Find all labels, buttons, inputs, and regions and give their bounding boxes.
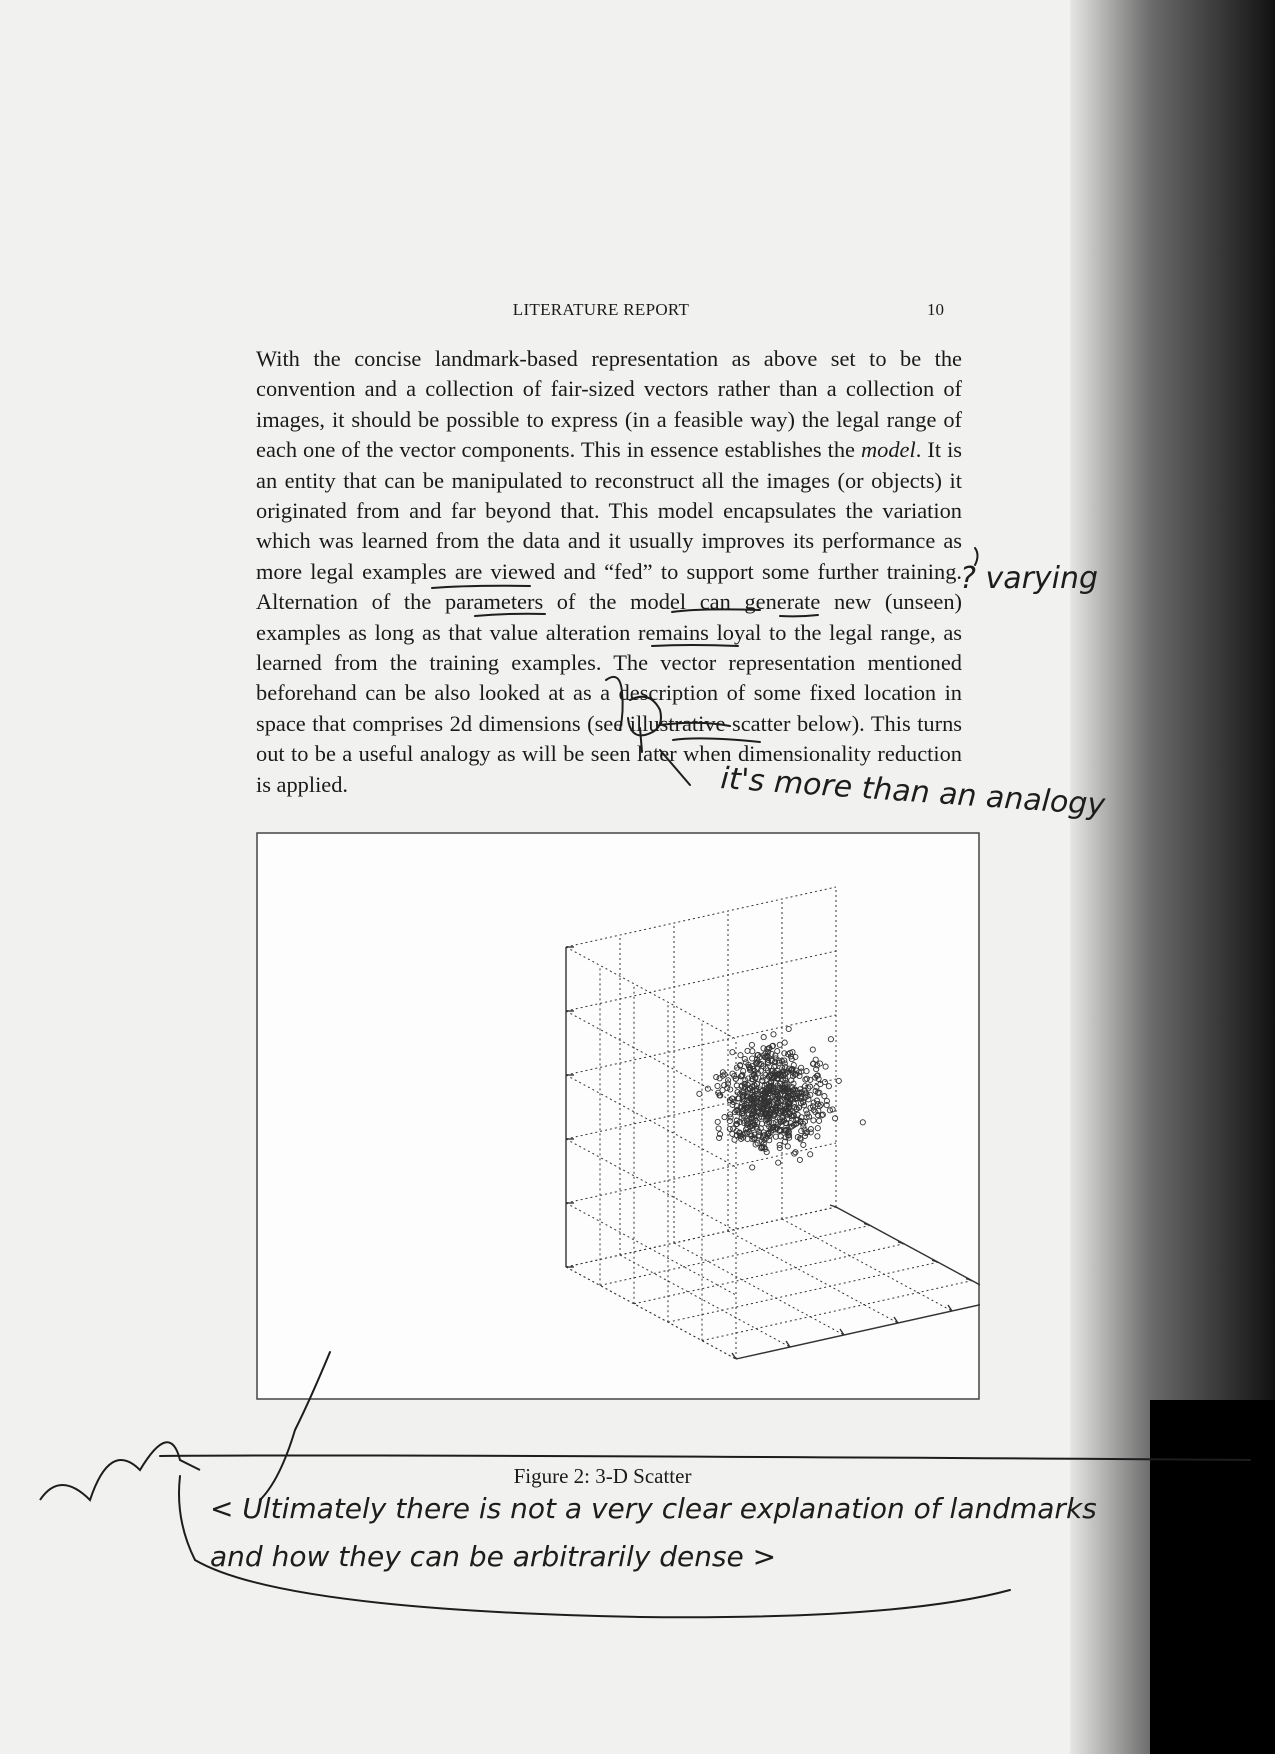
header-title: LITERATURE REPORT [512,300,690,319]
underline-alteration [672,609,760,612]
circle-also-looked [606,677,623,730]
paragraph-part-1: With the concise landmark-based representation as above set to be the convention and a collection of fair-sized vectors rather than a collection of images, it should be possible to express (in a feasible way) the legal range of each one of the vector components. This in essence establishes the [256,346,962,463]
underline-long-as [475,614,545,616]
bottom-pen-stroke-a [260,1352,330,1500]
pointer-down [660,750,690,785]
signature-scribble [40,1442,200,1500]
paragraph-part-2: . It is an entity that can be manipulated to reconstruct all the images (or objects) it originated from and far beyond that. This model encapsulates the variation which was learned from the data and it usually improves its performance as more legal examples are viewed and “fed” to support some further training. Alternation of the parameters of the model can generate new (unseen) examples as long as that value alteration remains loyal to the legal range, as learned from the training examples. The vector representation mentioned beforehand can be also looked at as a description of some fixed location in space that comprises 2d dimensions (see illustrative scatter below). This turns out to be a useful analogy as will be seen later when dimensionality reduction is applied. [256,437,963,797]
page-number: 10 [927,300,944,319]
bottom-pen-stroke-b [160,1456,1250,1461]
figure-caption: Figure 2: 3-D Scatter [513,1464,692,1488]
underline-useful-analogy [660,723,730,726]
paragraph-emphasis-model: model [861,437,916,463]
note-under-text-ink: it's more than an analogy [719,761,1107,823]
circle-2d [628,697,661,736]
pointer-2d [640,728,642,752]
underline-analogy [673,738,760,742]
underline-alternation [432,586,530,588]
underline-loyal [780,615,818,616]
bottom-note-line-1-ink: < Ultimately there is not a very clear explanation of landmarks [210,1492,1097,1525]
underline-examples [652,645,738,646]
bottom-note-line-2-ink: and how they can be arbitrarily dense > [210,1540,777,1573]
margin-note-ink: ? varying [960,561,1099,596]
